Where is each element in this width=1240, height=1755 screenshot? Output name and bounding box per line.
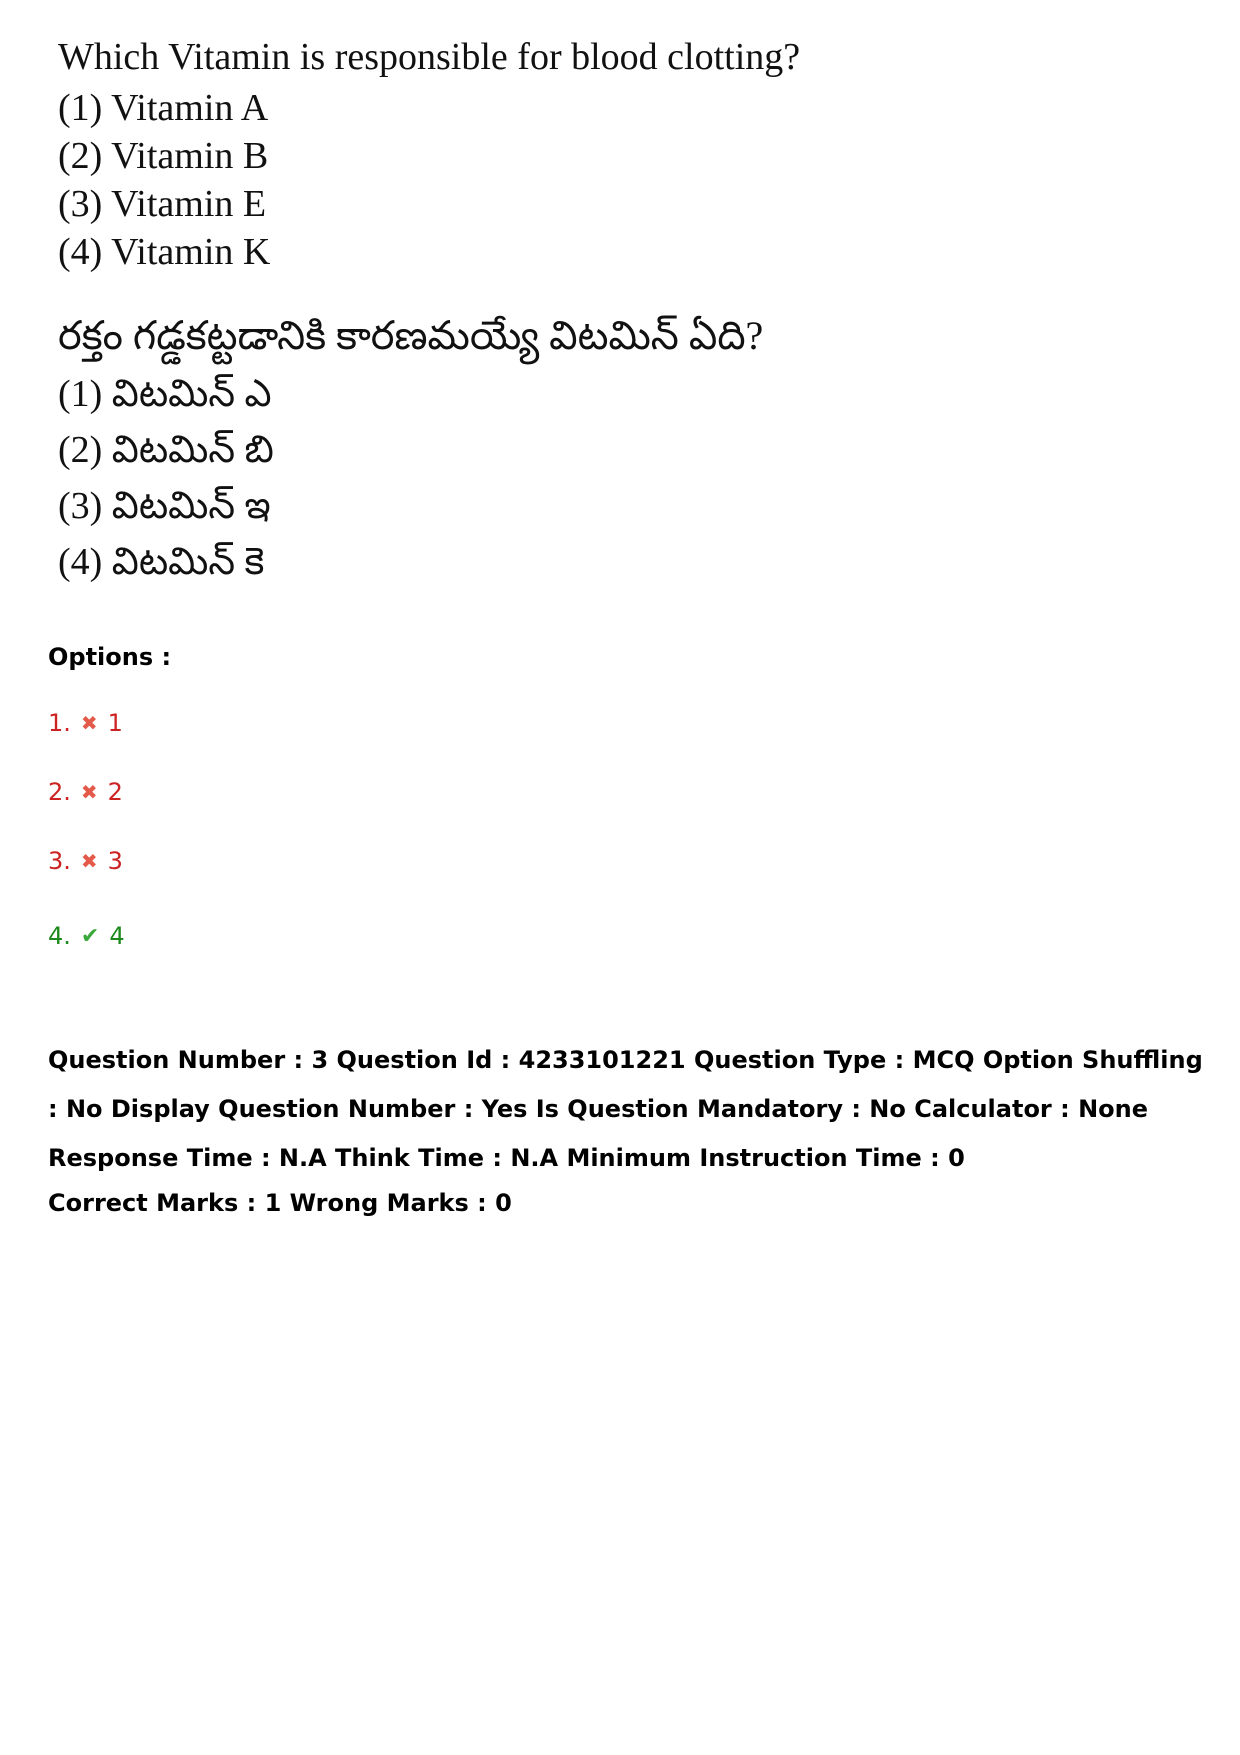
option-3 [48,844,123,878]
question-option-telugu-1: (1) విటమిన్ ఎ [58,373,272,415]
question-option-english-1: (1) Vitamin A [58,87,269,129]
question-option-telugu-3: (3) విటమిన్ ఇ [58,485,271,527]
options-heading: Options : [48,643,172,671]
option-value: 1 [107,709,123,737]
option-value: 2 [107,778,123,806]
option-number: 4. [48,922,71,950]
question-image [58,30,958,590]
question-option-english-2: (2) Vitamin B [58,135,269,177]
option-2 [48,775,123,809]
question-option-telugu-2: (2) విటమిన్ బి [58,429,274,471]
option-1 [48,706,123,740]
cross-icon: ✖ [80,780,98,804]
question-option-english-4: (4) Vitamin K [58,231,271,273]
marks-info: Correct Marks : 1 Wrong Marks : 0 [48,1189,512,1217]
option-4 [48,919,125,954]
cross-icon: ✖ [80,711,98,735]
cross-icon: ✖ [80,849,98,873]
option-number: 2. [48,778,71,806]
question-meta: Question Number : 3 Question Id : 4233101221 Question Type : MCQ Option Shuffling : No Display Question Number : Yes Is Question Mandatory : No Calculator : None Response Time : N.A Think Time : N.A Minimum Instruction Time : 0 [48,1046,1203,1172]
check-icon: ✔ [80,924,100,949]
option-value: 4 [109,922,125,950]
telugu-question-block [58,306,958,590]
question-option-telugu-4: (4) విటమిన్ కె [58,541,265,583]
option-number: 3. [48,847,71,875]
option-number: 1. [48,709,71,737]
question-option-english-3: (3) Vitamin E [58,183,267,225]
option-value: 3 [107,847,123,875]
question-title-telugu: రక్తం గడ్డకట్టడానికి కారణమయ్యే విటమిన్ ఏది? [58,313,764,358]
question-title-english: Which Vitamin is responsible for blood clotting? [58,36,801,78]
